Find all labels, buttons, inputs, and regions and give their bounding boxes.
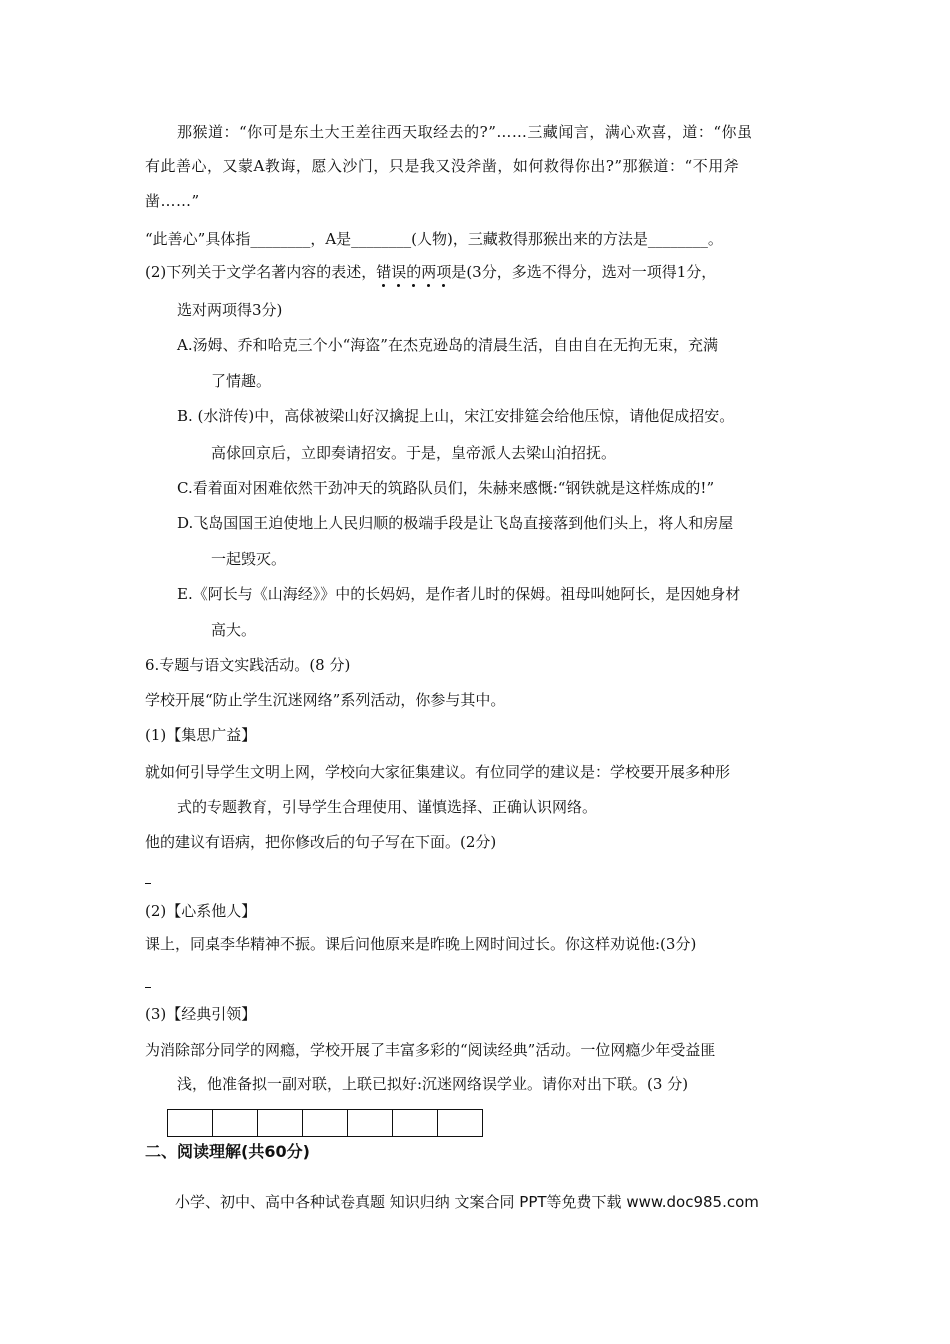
question-6-intro: 学校开展“防止学生沉迷网络”系列活动，你参与其中。 [145, 691, 506, 709]
question-6-title: 6.专题与语文实践活动。(8 分) [145, 656, 351, 674]
couplet-cell[interactable] [438, 1110, 482, 1136]
option-d-line-2: 一起毁灭。 [211, 550, 287, 568]
emphasis-char: 误 [391, 263, 407, 281]
couplet-cell[interactable] [168, 1110, 213, 1136]
question-5-2-line-2: 选对两项得3分) [177, 301, 283, 319]
emphasis-dotted-text [376, 263, 451, 281]
part-1-heading: (1)【集思广益】 [145, 726, 257, 744]
part-1-line-1: 就如何引导学生文明上网，学校向大家征集建议。有位同学的建议是：学校要开展多种形 [145, 763, 731, 781]
footer-text: 小学、初中、高中各种试卷真题 知识归纳 文案合同 PPT等免费下载 www.doc985.com [175, 1193, 759, 1211]
couplet-cell[interactable] [348, 1110, 393, 1136]
option-e-line-2: 高大。 [211, 621, 257, 639]
emphasis-char: 项 [436, 263, 452, 281]
quote-line-1: 那猴道：“你可是东土大王差往西天取经去的?”……三藏闻言，满心欢喜，道：“你虽 [177, 123, 753, 141]
quote-line-3: 凿……” [145, 192, 200, 210]
couplet-cell[interactable] [213, 1110, 258, 1136]
couplet-answer-grid[interactable] [167, 1109, 483, 1137]
part-1-line-3: 他的建议有语病，把你修改后的句子写在下面。(2分) [145, 833, 497, 851]
couplet-cell[interactable] [393, 1110, 438, 1136]
part-2-line-1: 课上，同桌李华精神不振。课后问他原来是昨晚上网时间过长。你这样劝说他:(3分) [145, 935, 697, 953]
option-b-line-2: 高俅回京后，立即奏请招安。于是，皇帝派人去梁山泊招抚。 [211, 444, 617, 462]
option-d-line-1: D.飞岛国国王迫使地上人民归顺的极端手段是让飞岛直接落到他们头上，将人和房屋 [177, 514, 734, 532]
couplet-cell[interactable] [303, 1110, 348, 1136]
section-2-heading: 二、阅读理解(共60分) [145, 1142, 310, 1161]
question-5-1: “此善心”具体指________，A是________(人物)，三藏救得那猴出来的方法是________。 [145, 230, 723, 248]
answer-blank-1[interactable] [145, 883, 151, 884]
emphasis-char: 错 [376, 263, 392, 281]
quote-line-2: 有此善心，又蒙A教诲，愿入沙门，只是我又没斧凿，如何救得你出?”那猴道：“不用斧 [145, 157, 740, 175]
part-2-heading: (2)【心系他人】 [145, 902, 257, 920]
option-b-line-1: B. (水浒传)中，高俅被梁山好汉擒捉上山，宋江安排筵会给他压惊，请他促成招安。 [177, 407, 735, 425]
option-c-line-1: C.看着面对困难依然干劲冲天的筑路队员们，朱赫来感慨:“钢铁就是这样炼成的!” [177, 479, 715, 497]
option-e-line-1: E.《阿长与《山海经》》中的长妈妈，是作者儿时的保姆。祖母叫她阿长，是因她身材 [177, 585, 741, 603]
question-5-2 [145, 262, 716, 282]
couplet-cell[interactable] [258, 1110, 303, 1136]
option-a-line-2: 了情趣。 [211, 372, 272, 390]
part-3-line-2: 浅，他准备拟一副对联，上联已拟好:沉迷网络误学业。请你对出下联。(3 分) [177, 1075, 689, 1093]
emphasis-char: 两 [421, 263, 437, 281]
emphasis-char: 的 [406, 263, 422, 281]
part-3-line-1: 为消除部分同学的网瘾，学校开展了丰富多彩的“阅读经典”活动。一位网瘾少年受益匪 [145, 1041, 716, 1059]
part-3-heading: (3)【经典引领】 [145, 1005, 257, 1023]
part-1-line-2: 式的专题教育，引导学生合理使用、谨慎选择、正确认识网络。 [177, 798, 598, 816]
question-5-2-prefix: (2)下列关于文学名著内容的表述， [145, 263, 377, 281]
option-a-line-1: A.汤姆、乔和哈克三个小“海盗”在杰克逊岛的清晨生活，自由自在无拘无束，充满 [177, 336, 718, 354]
question-5-2-suffix: 是(3分，多选不得分，选对一项得1分， [451, 263, 717, 281]
answer-blank-2[interactable] [145, 987, 151, 988]
